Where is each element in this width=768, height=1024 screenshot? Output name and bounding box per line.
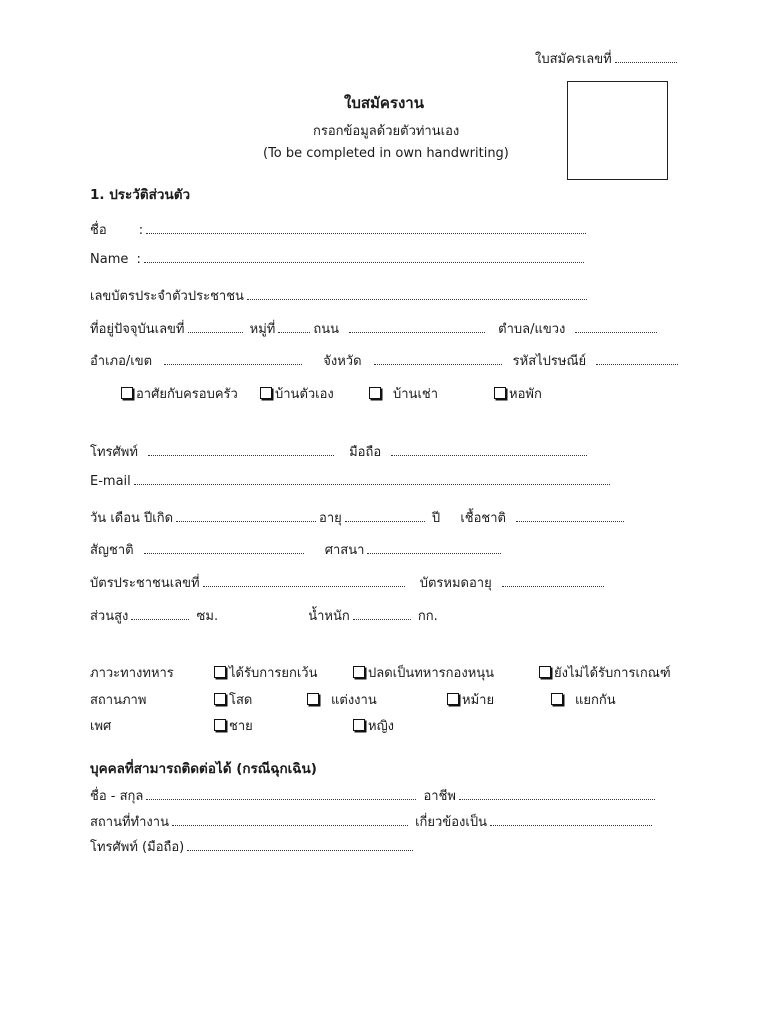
emergency-phone-row[interactable] — [90, 836, 416, 857]
sex-option-male[interactable]: ชาย — [214, 715, 253, 736]
marital-option-separated[interactable]: แยกกัน — [551, 689, 616, 710]
religion-label: ศาสนา — [324, 543, 365, 558]
name-english-field[interactable] — [144, 261, 584, 263]
moo-field[interactable] — [278, 331, 310, 333]
email-field[interactable] — [134, 483, 610, 485]
name-thai-field[interactable] — [146, 232, 586, 234]
subdistrict-field[interactable] — [575, 331, 657, 333]
name-english-label: Name — [90, 252, 129, 267]
body-size-row[interactable] — [90, 605, 438, 626]
military-option-exempt[interactable]: ได้รับการยกเว้น — [214, 662, 318, 683]
relation-field[interactable] — [490, 824, 652, 826]
id-number-field[interactable] — [203, 585, 405, 587]
emergency-name-label: ชื่อ - สกุล — [90, 789, 144, 804]
checkbox[interactable] — [539, 666, 551, 678]
age-field[interactable] — [345, 520, 425, 522]
marital-option-married[interactable]: แต่งงาน — [307, 689, 377, 710]
section-emergency-heading: บุคคลที่สามารถติดต่อได้ (กรณีฉุกเฉิน) — [90, 761, 317, 777]
birthdate-field[interactable] — [176, 520, 316, 522]
residence-option-own-house[interactable]: บ้านตัวเอง — [260, 383, 334, 404]
phone-label: โทรศัพท์ — [90, 445, 138, 460]
name-thai-label: ชื่อ — [90, 223, 107, 238]
id-card-row[interactable] — [90, 285, 590, 306]
workplace-field[interactable] — [172, 824, 408, 826]
phone-field[interactable] — [148, 454, 334, 456]
marital-label: สถานภาพ — [90, 693, 147, 708]
road-field[interactable] — [349, 331, 485, 333]
email-row[interactable] — [90, 474, 613, 489]
form-title: ใบสมัครงาน — [344, 94, 424, 112]
residence-option-family[interactable]: อาศัยกับครอบครัว — [121, 383, 238, 404]
phone-row[interactable] — [90, 441, 590, 462]
subtitle-english: (To be completed in own handwriting) — [263, 146, 509, 161]
age-label: อายุ — [319, 511, 342, 526]
checkbox[interactable] — [214, 719, 226, 731]
checkbox[interactable] — [307, 693, 319, 705]
sex-label: เพศ — [90, 719, 112, 734]
province-label: จังหวัด — [323, 354, 362, 369]
emergency-phone-field[interactable] — [187, 849, 413, 851]
residence-option-rent[interactable]: บ้านเช่า — [369, 383, 438, 404]
section-personal-heading: 1. ประวัติส่วนตัว — [90, 187, 191, 203]
marital-option-widowed[interactable]: หม้าย — [447, 689, 494, 710]
email-label: E-mail — [90, 474, 131, 489]
emergency-workplace-row[interactable] — [90, 811, 655, 832]
military-label: ภาวะทางทหาร — [90, 666, 174, 681]
photo-box[interactable] — [567, 81, 668, 180]
id-expire-label: บัตรหมดอายุ — [419, 576, 492, 591]
height-field[interactable] — [131, 618, 189, 620]
occupation-field[interactable] — [459, 798, 655, 800]
address-number-label: ที่อยู่ปัจจุบันเลขที่ — [90, 322, 185, 337]
military-option-not-drafted[interactable]: ยังไม่ได้รับการเกณฑ์ — [539, 662, 671, 683]
nationality-field[interactable] — [144, 552, 304, 554]
weight-unit: กก. — [417, 609, 438, 624]
province-field[interactable] — [374, 363, 502, 365]
road-label: ถนน — [313, 322, 340, 337]
address-row-1[interactable] — [90, 318, 660, 339]
checkbox[interactable] — [214, 693, 226, 705]
address-row-2[interactable] — [90, 350, 681, 371]
nationality-row[interactable] — [90, 539, 504, 560]
checkbox[interactable] — [121, 387, 133, 399]
moo-label: หมู่ที่ — [249, 322, 276, 337]
relation-label: เกี่ยวข้องเป็น — [415, 815, 487, 830]
religion-field[interactable] — [367, 552, 501, 554]
sex-option-female[interactable]: หญิง — [353, 715, 394, 736]
height-label: ส่วนสูง — [90, 609, 129, 624]
checkbox[interactable] — [369, 387, 381, 399]
id-card-label: เลขบัตรประจำตัวประชาชน — [90, 289, 244, 304]
workplace-label: สถานที่ทำงาน — [90, 815, 169, 830]
id-card-field[interactable] — [247, 298, 587, 300]
military-option-reserve[interactable]: ปลดเป็นทหารกองหนุน — [353, 662, 494, 683]
address-number-field[interactable] — [188, 331, 243, 333]
subtitle-thai: กรอกข้อมูลด้วยตัวท่านเอง — [313, 124, 460, 139]
checkbox[interactable] — [551, 693, 563, 705]
mobile-label: มือถือ — [349, 445, 382, 460]
id-number-row[interactable] — [90, 572, 607, 593]
weight-label: น้ำหนัก — [308, 609, 350, 624]
checkbox[interactable] — [214, 666, 226, 678]
residence-option-dorm[interactable]: หอพัก — [494, 383, 542, 404]
birthdate-label: วัน เดือน ปีเกิด — [90, 511, 174, 526]
emergency-name-row[interactable] — [90, 785, 658, 806]
checkbox[interactable] — [353, 719, 365, 731]
height-unit: ซม. — [196, 609, 219, 624]
marital-option-single[interactable]: โสด — [214, 689, 252, 710]
district-label: อำเภอ/เขต — [90, 354, 153, 369]
district-field[interactable] — [164, 363, 302, 365]
weight-field[interactable] — [353, 618, 411, 620]
emergency-phone-label: โทรศัพท์ (มือถือ) — [90, 840, 185, 855]
postcode-label: รหัสไปรษณีย์ — [512, 354, 587, 369]
checkbox[interactable] — [494, 387, 506, 399]
subdistrict-label: ตำบล/แขวง — [498, 322, 566, 337]
postcode-field[interactable] — [596, 363, 678, 365]
age-unit: ปี — [431, 511, 441, 526]
nationality-label: สัญชาติ — [90, 543, 134, 558]
name-english-row[interactable]: Name : — [90, 252, 587, 267]
mobile-field[interactable] — [391, 454, 587, 456]
application-number[interactable] — [535, 48, 680, 69]
emergency-name-field[interactable] — [146, 798, 416, 800]
occupation-label: อาชีพ — [423, 789, 456, 804]
birth-row[interactable] — [90, 507, 627, 528]
id-number-label: บัตรประชาชนเลขที่ — [90, 576, 200, 591]
race-label: เชื้อชาติ — [460, 511, 506, 526]
race-field[interactable] — [516, 520, 624, 522]
checkbox[interactable] — [447, 693, 459, 705]
checkbox[interactable] — [260, 387, 272, 399]
id-expire-field[interactable] — [502, 585, 604, 587]
checkbox[interactable] — [353, 666, 365, 678]
application-number-label: ใบสมัครเลขที่ — [535, 52, 612, 67]
name-thai-row[interactable]: ชื่อ : — [90, 219, 589, 240]
